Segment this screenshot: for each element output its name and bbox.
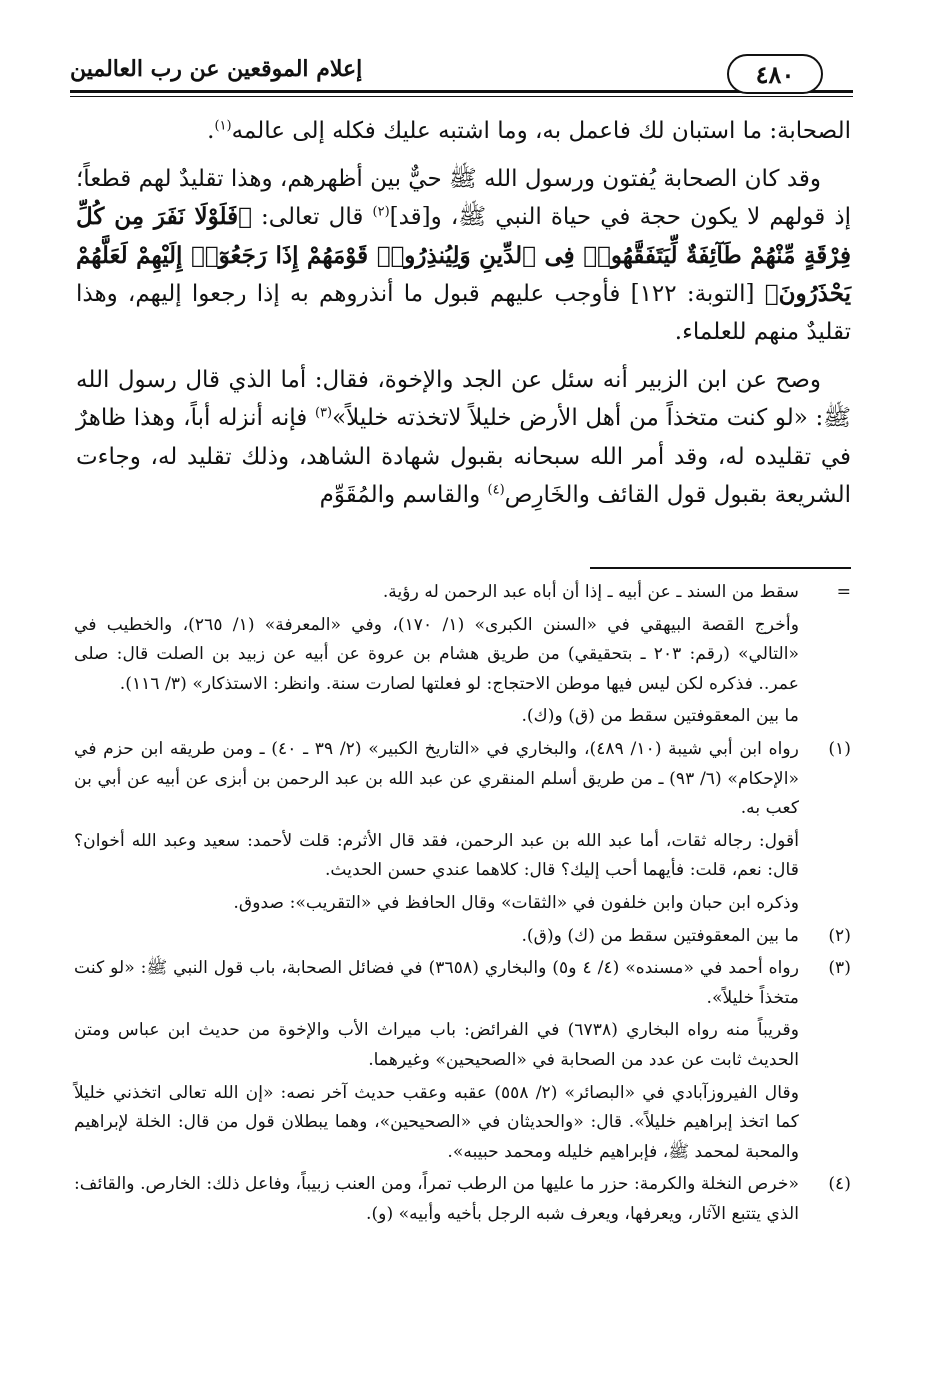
footnote-2 xyxy=(74,922,851,952)
footnote-4 xyxy=(74,1170,851,1229)
footnote-3 xyxy=(74,954,851,1167)
footnote-ref-1: (١) xyxy=(214,118,232,134)
footnote-body xyxy=(74,954,799,1167)
footnote-number: = xyxy=(836,582,851,602)
paragraph-3-part-a: وصح عن ابن الزبير أنه سئل عن الجد والإخوة، فقال: أما الذي قال رسول الله ﷺ: «لو كنت متخذاً من أهل الأرض خليلاً لاتخذته خليلاً» xyxy=(76,367,852,432)
footnote-line: وذكره ابن حبان وابن خلفون في «الثقات» وقال الحافظ في «التقريب»: صدوق. xyxy=(233,892,799,913)
paragraph-2-part-c: [التوبة: ١٢٢] فأوجب عليهم قبول ما أنذروهم به إذا رجعوا إليهم، وهذا تقليدٌ منهم للعلماء. xyxy=(76,280,851,346)
paragraph-2-part-a: وقد كان الصحابة يُفتون ورسول الله ﷺ حيٌّ بين أظهرهم، وهذا تقليدٌ لهم قطعاً؛ إذ قولهم لا يكون حجة في حياة النبي ﷺ، و[قد] xyxy=(76,166,851,231)
footnote-line: وقال الفيروزآبادي في «البصائر» (٢/ ٥٥٨) عقبه وعقب حديث آخر نصه: «إن الله تعالى اتخذني خليلاً كما اتخذ إبراهيم خليلاً». قال: «والحديثان في «الصحيحين»، وهما يبطلان قول من قال: الخلة لإبراهيم والمحبة لمحمد ﷺ، فإبراهيم خليله ومحمد حبيبه». xyxy=(74,1082,799,1162)
paragraph-1 xyxy=(76,112,851,150)
book-title: إعلام الموقعين عن رب العالمين xyxy=(70,56,363,82)
paragraph-1-text: الصحابة: ما استبان لك فاعمل به، وما اشتبه عليك فكله إلى عالمه xyxy=(231,118,851,144)
footnote-line: وقريباً منه رواه البخاري (٦٧٣٨) في الفرائض: باب ميراث الأب والإخوة من حديث ابن عباس ومتن الحديث ثابت عن عدد من الصحابة في «الصحيحين» وغيرهما. xyxy=(74,1020,799,1070)
main-text xyxy=(76,112,851,524)
paragraph-2 xyxy=(76,160,851,351)
footnote-ref-4: (٤) xyxy=(487,482,505,498)
paragraph-3-part-c: والقاسم والمُقَوِّم xyxy=(319,481,488,508)
quran-verse: ﴿فَلَوْلَا نَفَرَ مِن كُلِّ فِرْقَةٍ مِّنْهُمْ طَآئِفَةٌ لِّيَتَفَقَّهُوا۟ فِى ٱلدِّينِ وَلِيُنذِرُوا۟ قَوْمَهُمْ إِذَا رَجَعُوٓا۟ إِلَيْهِمْ لَعَلَّهُمْ يَحْذَرُونَ﴾ xyxy=(76,203,851,307)
footnote-body xyxy=(74,578,799,732)
footnote-line: ما بين المعقوفتين سقط من (ك) و(ق). xyxy=(521,925,799,946)
footnote-number: (١) xyxy=(828,738,851,759)
footnote-line: أقول: رجاله ثقات، أما عبد الله بن عبد الرحمن، فقد قال الأثرم: قلت لأحمد: سعيد وعبد الله أخوان؟ قال: نعم، قلت: فأيهما أحب إليك؟ قال: كلاهما عندي حسن الحديث. xyxy=(74,830,799,881)
footnote-number: (٤) xyxy=(828,1174,851,1195)
footnote-line: رواه ابن أبي شيبة (١٠/ ٤٨٩)، والبخاري في «التاريخ الكبير» (٢/ ٣٩ ـ ٤٠) ـ ومن طريقه ابن حزم في «الإحكام» (٦/ ٩٣) ـ من طريق أسلم المنقري عن عبد الله بن عبد الرحمن بن أبزى عن أبيه عن أبي بن كعب به. xyxy=(74,738,799,819)
footnote-1 xyxy=(74,735,851,919)
footnote-line: رواه أحمد في «مسنده» (٤/ ٤ و٥) والبخاري (٣٦٥٨) في فضائل الصحابة، باب قول النبي ﷺ: «لو كنت متخذاً خليلاً». xyxy=(74,958,800,1008)
paragraph-3 xyxy=(76,361,851,514)
footnote-body xyxy=(74,1170,799,1229)
footnote-line: سقط من السند ـ عن أبيه ـ إذا أن أباه عبد الرحمن له رؤية. xyxy=(382,582,799,602)
footnote-body xyxy=(74,922,799,952)
footnote-ref-2: (٢) xyxy=(372,204,390,220)
footnote-separator xyxy=(590,567,851,569)
footnotes xyxy=(74,578,851,1232)
paragraph-2-part-b: قال تعالى: xyxy=(251,204,373,231)
footnote-ref-3: (٣) xyxy=(314,405,333,421)
header-rule-thin xyxy=(70,96,853,97)
page-header xyxy=(70,50,853,96)
footnote-line: ما بين المعقوفتين سقط من (ق) و(ك). xyxy=(521,706,799,727)
footnote-line: وأخرج القصة البيهقي في «السنن الكبرى» (١/ ١٧٠)، وفي «المعرفة» (١/ ٢٦٥)، والخطيب في «التالي» (رقم: ٢٠٣ ـ بتحقيقي) من طريق هشام بن عروة عن أبيه عن زبيد بن الصلت قال: صلى عمر.. فذكره لكن ليس فيها موطن الاحتجاج: لو فعلتها لصارت سنة. وانظر: الاستذكار» (٣/ ١١٦). xyxy=(74,614,799,694)
footnote-line: «خرص النخلة والكرمة: حزر ما عليها من الرطب تمراً، ومن العنب زبيباً، وفاعل ذلك: الخارص. والقائف: الذي يتتبع الآثار، ويعرفها، ويعرف شبه الرجل بأخيه وأبيه» (و). xyxy=(74,1174,799,1224)
paragraph-3-part-b: فإنه أنزله أباً، وهذا ظاهرٌ في تقليده له، وقد أمر الله سبحانه بقبول شهادة الشاهد، وذلك تقليد له، وجاءت الشريعة بقبول قول القائف والخَارِص xyxy=(76,405,851,508)
footnote-body xyxy=(74,735,799,919)
footnote-continuation xyxy=(74,578,851,732)
footnote-number: (٢) xyxy=(828,925,851,946)
footnote-number: (٣) xyxy=(828,958,851,979)
page-number: ٤٨٠ xyxy=(727,54,823,94)
paragraph-1-end: . xyxy=(207,118,215,144)
